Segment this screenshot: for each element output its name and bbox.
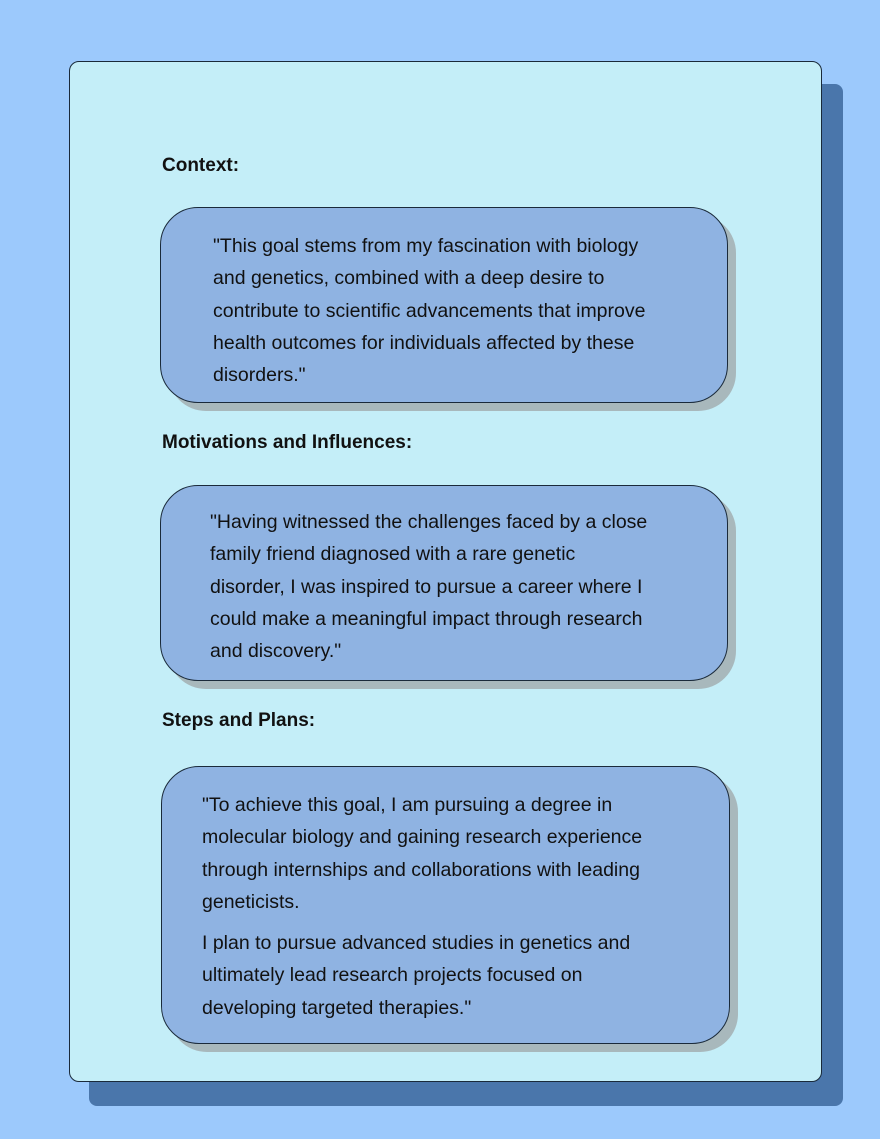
quote-line: contribute to scientific advancements that improve [213,299,646,322]
quote-line: "Having witnessed the challenges faced by a close [210,511,648,533]
quote-line: could make a meaningful impact through research [210,607,643,630]
quote-line: health outcomes for individuals affected by these [213,331,635,354]
quote-line: ultimately lead research projects focused on [202,964,583,987]
section-heading-motivations: Motivations and Influences: [162,432,413,453]
quote-line: disorder, I was inspired to pursue a career where I [210,575,643,598]
quote-line: "To achieve this goal, I am pursuing a degree in [202,794,613,816]
quote-line: I plan to pursue advanced studies in genetics and [202,932,631,955]
section-heading-context: Context: [162,155,240,176]
quote-paragraph [202,927,729,1024]
quote-line: through internships and collaborations with leading [202,858,640,881]
quote-line: family friend diagnosed with a rare genetic [210,543,576,566]
quote-paragraph [202,789,729,918]
steps-quote-bubble [161,766,730,1044]
motivations-quote-bubble [160,485,728,681]
quote-line: "This goal stems from my fascination with biology [213,235,639,257]
quote-line: geneticists. [202,890,300,913]
context-quote-bubble [160,207,728,403]
quote-line: molecular biology and gaining research experience [202,826,643,849]
quote-line: disorders." [213,364,306,387]
quote-line: and discovery." [210,640,342,663]
quote-line: developing targeted therapies." [202,996,472,1019]
quote-line: and genetics, combined with a deep desire to [213,267,605,290]
section-heading-steps: Steps and Plans: [162,710,316,731]
